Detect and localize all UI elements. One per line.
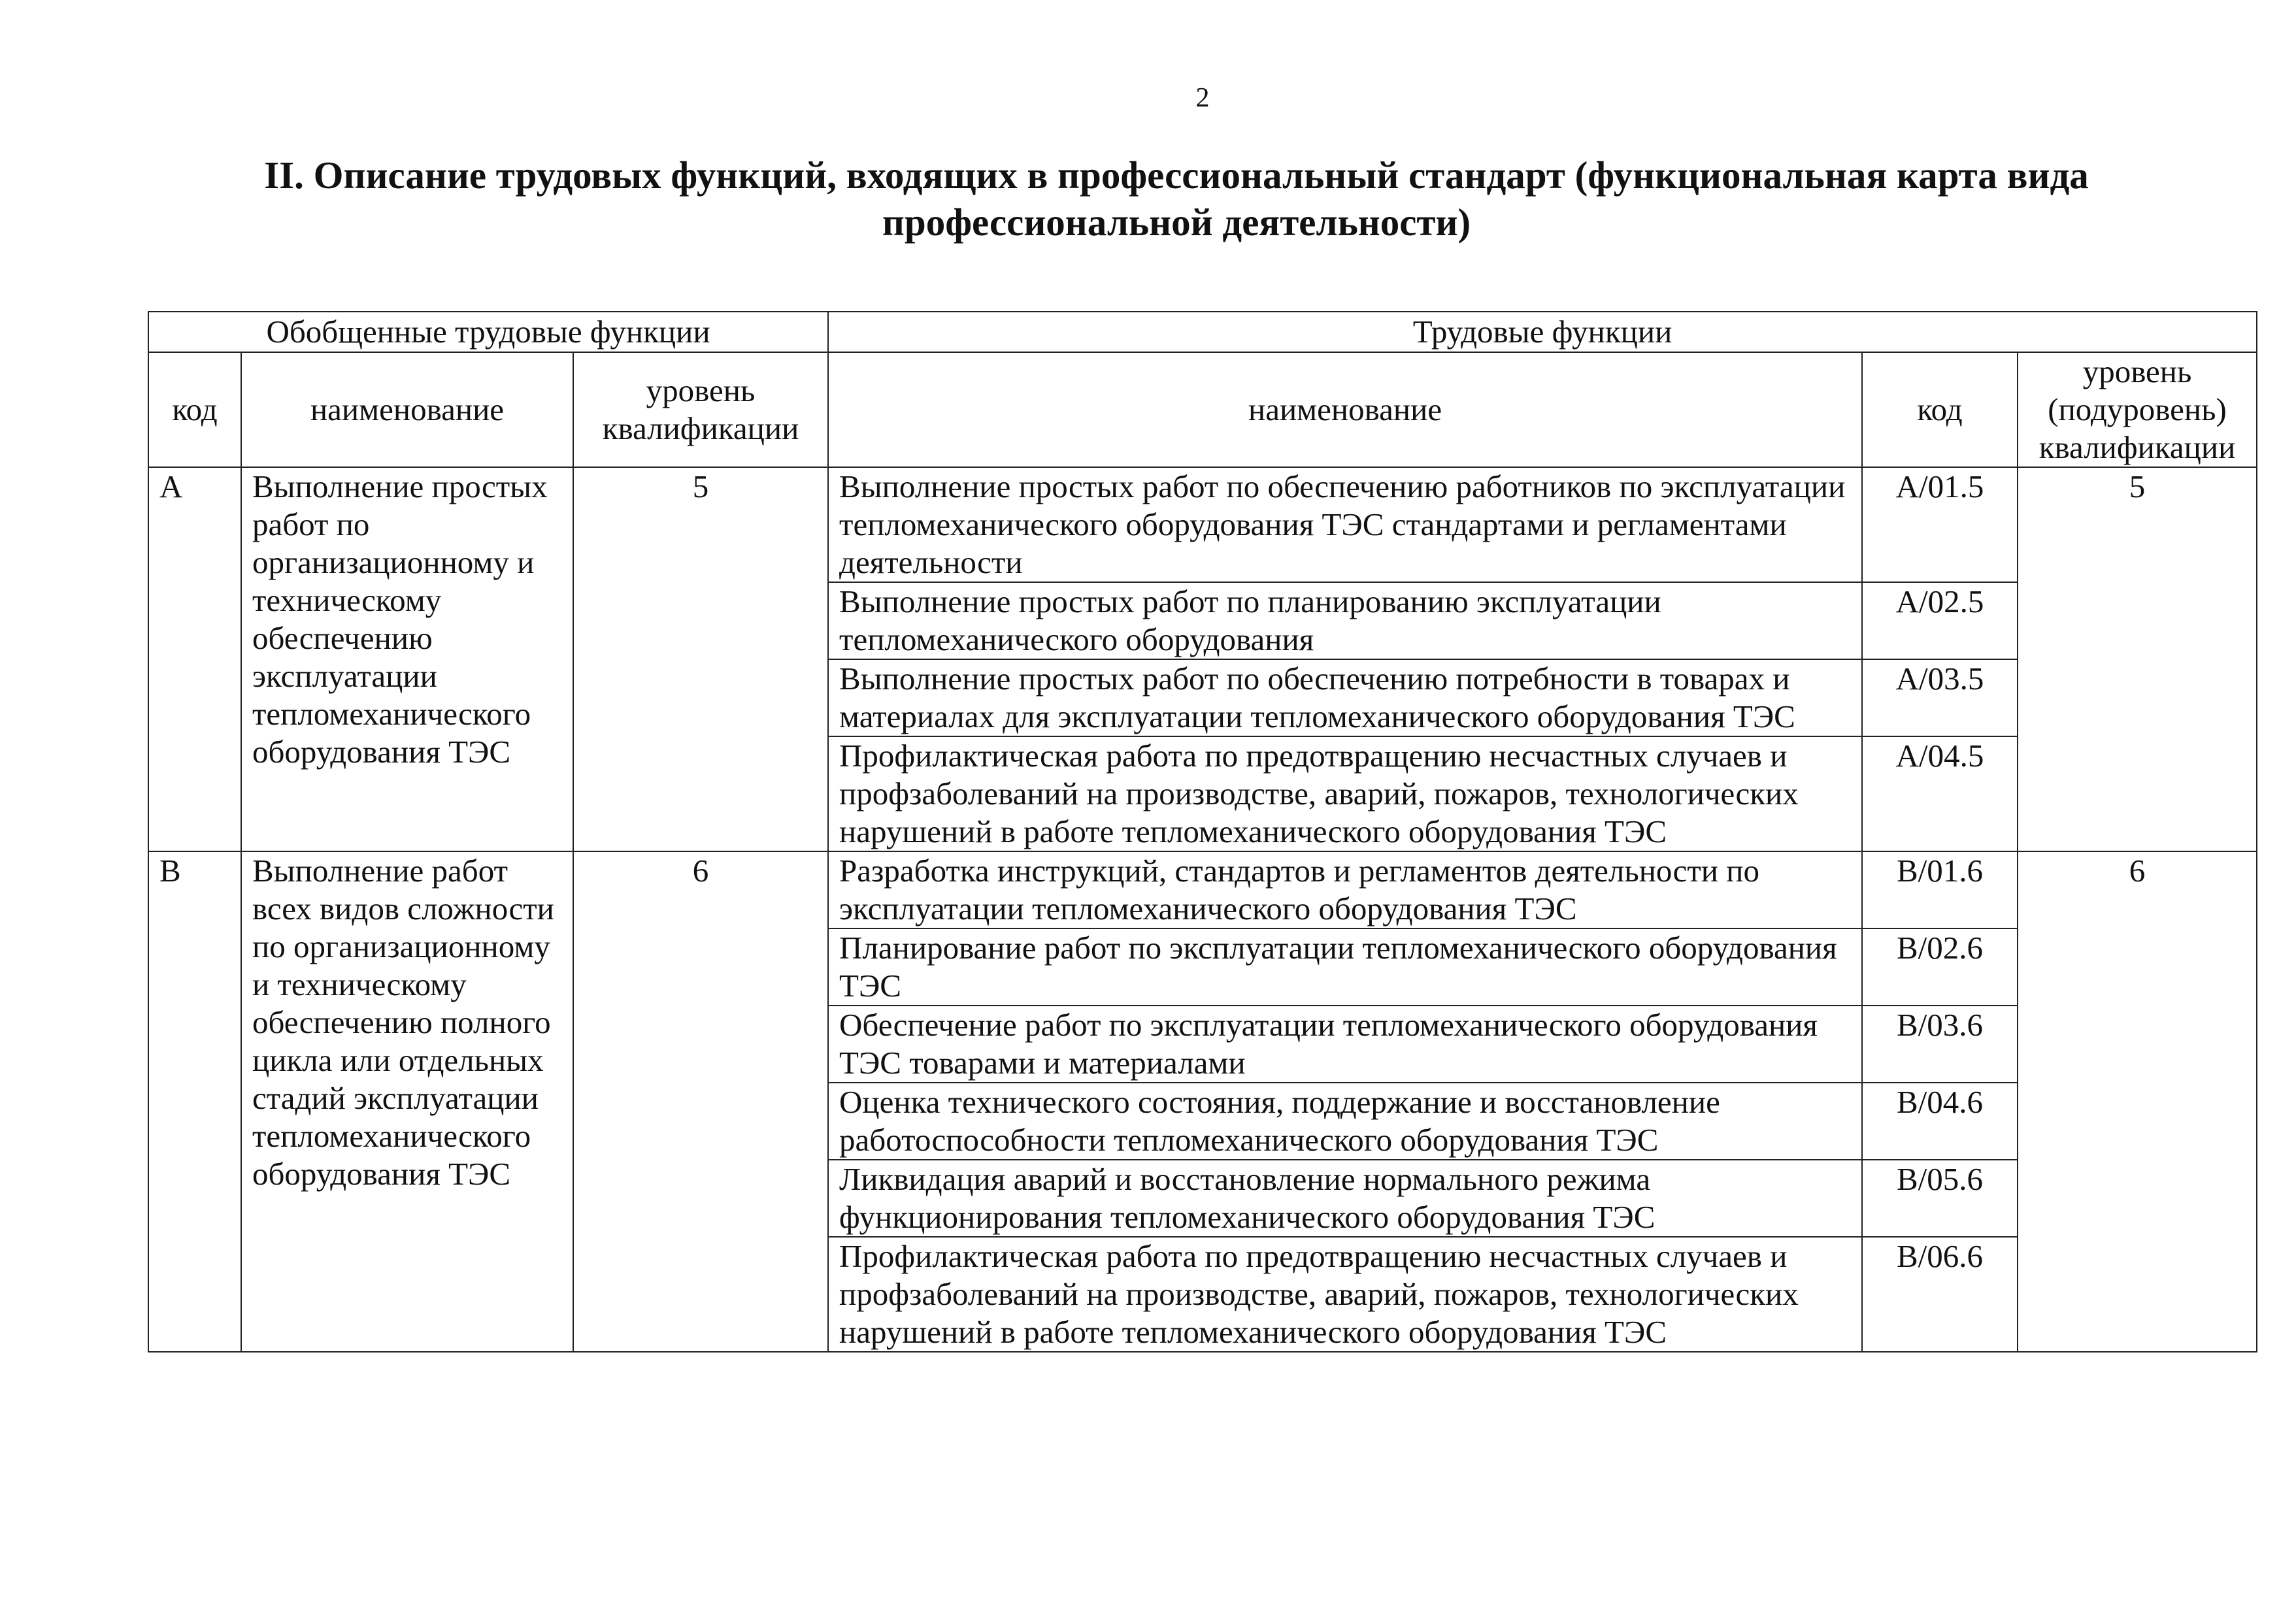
header-gen-level: уровень квалификации [573, 352, 828, 467]
group-header-row [148, 312, 2257, 352]
group-name: Выполнение простых работ по организационному и техническому обеспечению эксплуатации тепломеханического оборудования ТЭС [241, 467, 573, 851]
group-level: 5 [573, 467, 828, 851]
group-level: 6 [573, 851, 828, 1352]
function-name: Обеспечение работ по эксплуатации тепломеханического оборудования ТЭС товарами и материалами [828, 1006, 1862, 1083]
header-gen-code: код [148, 352, 241, 467]
labor-functions-header: Трудовые функции [828, 312, 2257, 352]
functional-map-table [148, 311, 2257, 1352]
group-code: В [148, 851, 241, 1352]
function-code: В/02.6 [1862, 928, 2018, 1006]
function-code: В/05.6 [1862, 1160, 2018, 1237]
page-title [196, 152, 2157, 246]
table-row [148, 467, 2257, 582]
group-name: Выполнение работ всех видов сложности по организационному и техническому обеспечению полного цикла или отдельных стадий эксплуатации тепломеханического оборудования ТЭС [241, 851, 573, 1352]
generalized-functions-header: Обобщенные трудовые функции [148, 312, 828, 352]
header-fn-name: наименование [828, 352, 1862, 467]
header-fn-code: код [1862, 352, 2018, 467]
function-code: А/02.5 [1862, 582, 2018, 659]
function-level: 6 [2018, 851, 2257, 1352]
function-name: Выполнение простых работ по обеспечению работников по эксплуатации тепломеханического оборудования ТЭС стандартами и регламентами деятельности [828, 467, 1862, 582]
function-code: В/03.6 [1862, 1006, 2018, 1083]
function-code: В/04.6 [1862, 1083, 2018, 1160]
header-fn-level: уровень (подуровень) квалификации [2018, 352, 2257, 467]
function-name: Выполнение простых работ по планированию эксплуатации тепломеханического оборудования [828, 582, 1862, 659]
function-code: А/01.5 [1862, 467, 2018, 582]
function-code: А/04.5 [1862, 736, 2018, 851]
page-title-line-1: II. Описание трудовых функций, входящих в профессиональный стандарт (функциональная карта вида [264, 154, 2089, 197]
column-header-row [148, 352, 2257, 467]
function-name: Профилактическая работа по предотвращению несчастных случаев и профзаболеваний на производстве, аварий, пожаров, технологических нарушений в работе тепломеханического оборудования ТЭС [828, 736, 1862, 851]
function-name: Выполнение простых работ по обеспечению потребности в товарах и материалах для эксплуатации тепломеханического оборудования ТЭС [828, 659, 1862, 736]
page-title-line-2: профессиональной деятельности) [882, 201, 1471, 244]
page-number: 2 [1195, 83, 1210, 113]
function-name: Разработка инструкций, стандартов и регламентов деятельности по эксплуатации тепломеханического оборудования ТЭС [828, 851, 1862, 928]
function-level: 5 [2018, 467, 2257, 851]
table-row [148, 851, 2257, 928]
function-code: В/06.6 [1862, 1237, 2018, 1352]
header-gen-name: наименование [241, 352, 573, 467]
function-code: А/03.5 [1862, 659, 2018, 736]
function-code: В/01.6 [1862, 851, 2018, 928]
group-code: А [148, 467, 241, 851]
function-name: Ликвидация аварий и восстановление нормального режима функционирования тепломеханического оборудования ТЭС [828, 1160, 1862, 1237]
function-name: Оценка технического состояния, поддержание и восстановление работоспособности тепломеханического оборудования ТЭС [828, 1083, 1862, 1160]
function-name: Планирование работ по эксплуатации тепломеханического оборудования ТЭС [828, 928, 1862, 1006]
function-name: Профилактическая работа по предотвращению несчастных случаев и профзаболеваний на производстве, аварий, пожаров, технологических нарушений в работе тепломеханического оборудования ТЭС [828, 1237, 1862, 1352]
